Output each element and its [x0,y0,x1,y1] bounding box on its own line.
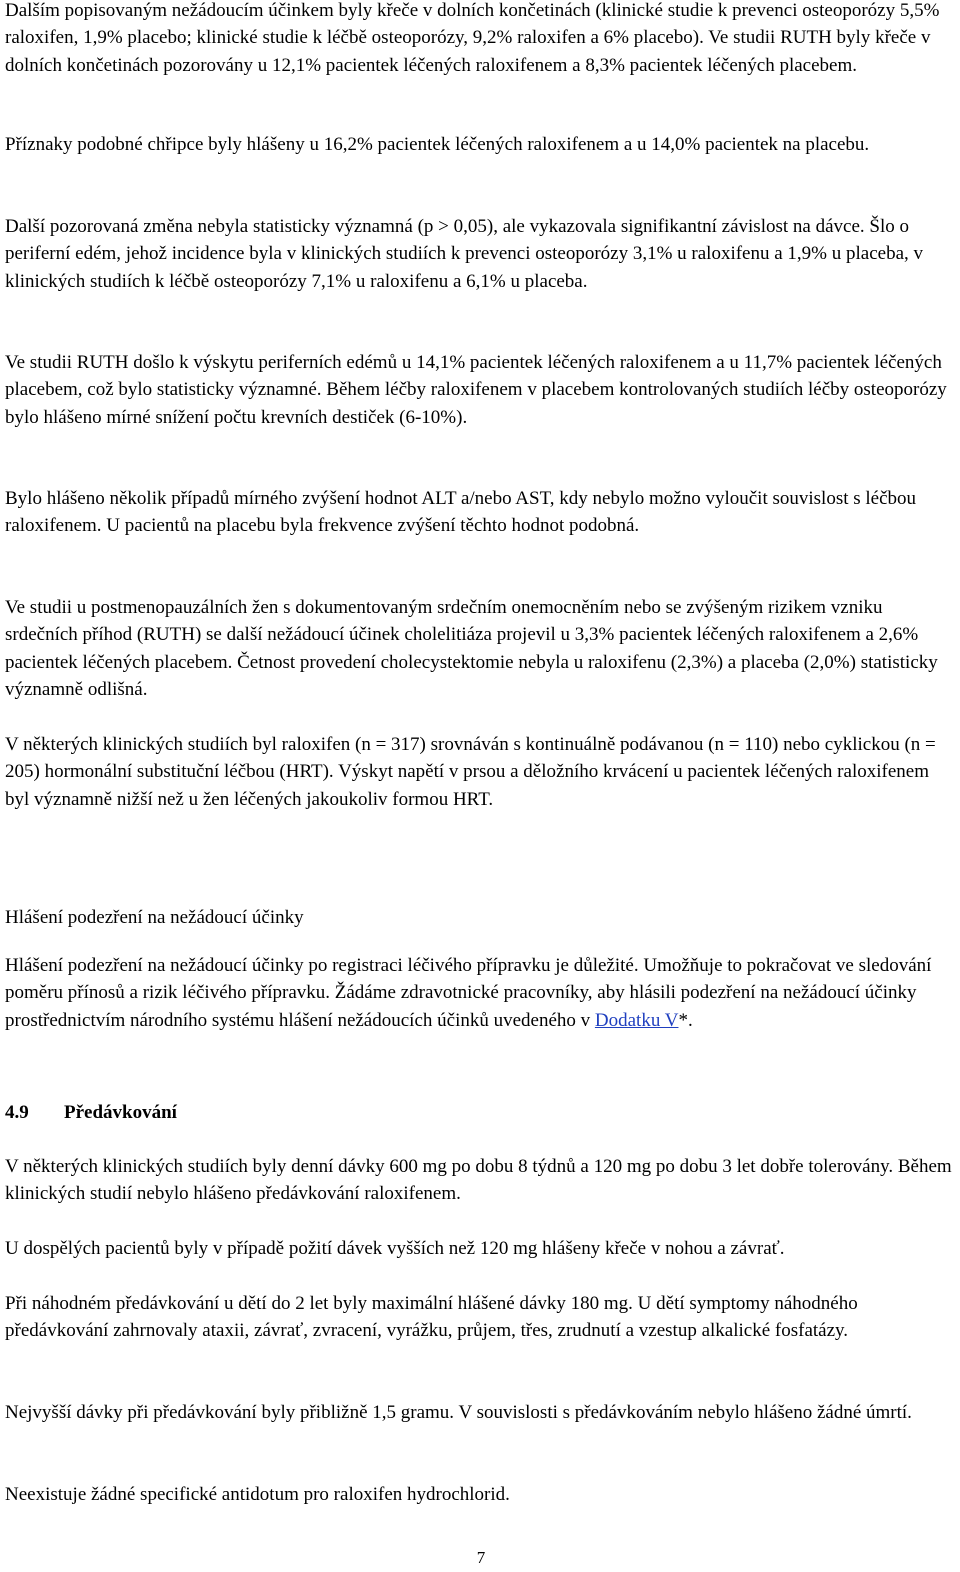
paragraph-hrt-comparison: V některých klinických studiích byl raloxifen (n = 317) srovnáván s kontinuálně podávanou (n = 110) nebo cyklickou (n = 205) hormonální substituční léčbou (HRT). Výskyt napětí v prsou a děložního krvácení u pacientek léčených raloxifenem byl významně nižší než u žen léčených jakoukoliv formou HRT. [5,734,936,810]
paragraph-overdose-children: Při náhodném předávkování u dětí do 2 let byly maximální hlášené dávky 180 mg. U dětí symptomy náhodného předávkování zahrnovaly ataxii, závrať, zvracení, vyrážku, průjem, třes, zrudnutí a vzestup alkalické fosfatázy. [5,1293,858,1342]
paragraph-reporting [5,952,955,1034]
paragraph-overdose-adults: U dospělých pacientů byly v případě požití dávek vyšších než 120 mg hlášeny křeče v nohou a závrať. [5,1238,785,1259]
paragraph-ruth-edema: Ve studii RUTH došlo k výskytu periferních edémů u 14,1% pacientek léčených raloxifenem a u 11,7% pacientek léčených placebem, což bylo statisticky významné. Během léčby raloxifenem v placebem kontrolovaných studiích léčby osteoporózy bylo hlášeno mírné snížení počtu krevních destiček (6-10%). [5,352,947,428]
paragraph-cholelithiasis: Ve studii u postmenopauzálních žen s dokumentovaným srdečním onemocněním nebo se zvýšeným rizikem vzniku srdečních příhod (RUTH) se další nežádoucí účinek cholelitiáza projevil u 3,3% pacientek léčených raloxifenem a 2,6% pacientek léčených placebem. Četnost provedení cholecystektomie nebyla u raloxifenu (2,3%) a placeba (2,0%) statisticky významně odlišná. [5,597,938,700]
paragraph-overdose-doses: V některých klinických studiích byly denní dávky 600 mg po dobu 8 týdnů a 120 mg po dobu 3 let dobře tolerovány. Během klinických studií nebylo hlášeno předávkování raloxifenem. [5,1156,952,1205]
section-number: 4.9 [5,1102,29,1123]
appendix-v-link[interactable]: Dodatku V [594,1009,679,1031]
page-number: 7 [476,1548,486,1567]
paragraph-flu-symptoms: Příznaky podobné chřipce byly hlášeny u 16,2% pacientek léčených raloxifenem a u 14,0% pacientek na placebu. [5,134,870,155]
paragraph-alt-ast: Bylo hlášeno několik případů mírného zvýšení hodnot ALT a/nebo AST, kdy nebylo možno vyloučit souvislost s léčbou raloxifenem. U pacientů na placebu byla frekvence zvýšení těchto hodnot podobná. [5,488,917,537]
reporting-text: Hlášení podezření na nežádoucí účinky po registraci léčivého přípravku je důležité. Umožňuje to pokračovat ve sledování poměru přínosů a rizik léčivého přípravku. Žádáme zdravotnické pracovníky, aby hlásili podezření na nežádoucí účinky prostřednictvím národního systému hlášení nežádoucích účinků uvedeného v [5,955,932,1031]
paragraph-leg-cramps: Dalším popisovaným nežádoucím účinkem byly křeče v dolních končetinách (klinické studie k prevenci osteoporózy 5,5% raloxifen, 1,9% placebo; klinické studie k léčbě osteoporózy, 9,2% raloxifen a 6% placebo). Ve studii RUTH byly křeče v dolních končetinách pozorovány u 12,1% pacientek léčených raloxifenem a 8,3% pacientek léčených placebem. [5,0,940,76]
subheading-reporting: Hlášení podezření na nežádoucí účinky [5,907,304,928]
paragraph-antidote: Neexistuje žádné specifické antidotum pro raloxifen hydrochlorid. [5,1484,510,1505]
section-heading-overdose [5,1099,955,1126]
reporting-text-end: *. [678,1009,693,1031]
paragraph-peripheral-edema: Další pozorovaná změna nebyla statisticky významná (p > 0,05), ale vykazovala signifikantní závislost na dávce. Šlo o periferní edém, jehož incidence byla v klinických studiích k prevenci osteoporózy 3,1% u raloxifenu a 1,9% u placeba, v klinických studiích k léčbě osteoporózy 7,1% u raloxifenu a 6,1% u placeba. [5,216,924,292]
paragraph-overdose-max: Nejvyšší dávky při předávkování byly přibližně 1,5 gramu. V souvislosti s předávkováním nebylo hlášeno žádné úmrtí. [5,1402,912,1423]
section-title: Předávkování [64,1102,177,1123]
